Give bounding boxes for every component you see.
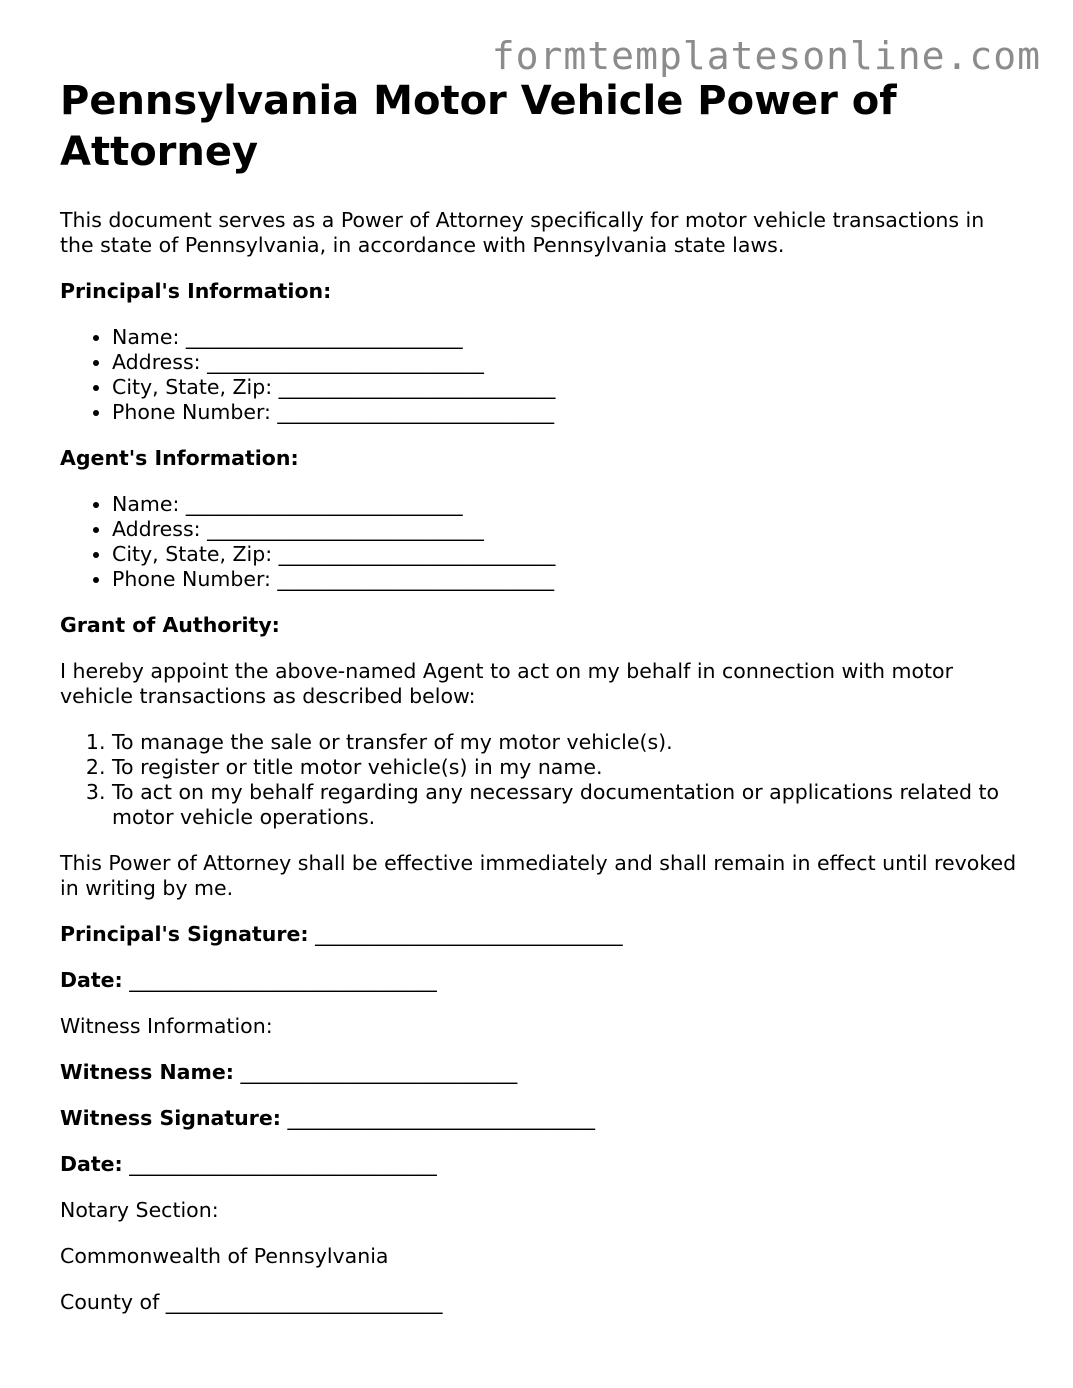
witness-signature-blank: ______________________________: [287, 1106, 596, 1130]
notary-county-line: County of ___________________________: [60, 1290, 443, 1314]
principal-address-field: • Address: ___________________________: [112, 350, 1020, 375]
agent-city-state-zip-field: • City, State, Zip: ___________________________: [112, 542, 1020, 567]
principal-date-line: [60, 968, 1020, 993]
witness-name-label: Witness Name:: [60, 1060, 234, 1084]
principal-city-state-zip-field: • City, State, Zip: ___________________________: [112, 375, 1020, 400]
grant-item: 3. To act on my behalf regarding any necessary documentation or applications related to motor vehicle operations.: [112, 780, 1020, 830]
watermark: formtemplatesonline.com: [491, 34, 1041, 78]
principal-date-label: Date:: [60, 968, 123, 992]
principal-fields-list: [60, 325, 1020, 425]
principal-signature-blank: ______________________________: [315, 922, 623, 946]
notary-heading: Notary Section:: [60, 1198, 219, 1222]
agent-address-field: • Address: ___________________________: [112, 517, 1020, 542]
document-page: [60, 76, 1020, 1315]
witness-name-blank: ___________________________: [240, 1060, 518, 1084]
grant-authority-list: [60, 730, 1020, 830]
principal-signature-line: [60, 922, 1020, 947]
witness-name-line: [60, 1060, 1020, 1085]
page-title: Pennsylvania Motor Vehicle Power of Attorney: [60, 78, 897, 175]
witness-signature-line: [60, 1106, 1020, 1131]
witness-date-blank: ______________________________: [129, 1152, 437, 1176]
grant-heading: Grant of Authority:: [60, 613, 280, 637]
notary-commonwealth: Commonwealth of Pennsylvania: [60, 1244, 389, 1268]
witness-signature-label: Witness Signature:: [60, 1106, 281, 1130]
witness-date-line: [60, 1152, 1020, 1177]
grant-item: 2. To register or title motor vehicle(s) in my name.: [112, 755, 1020, 780]
principal-date-blank: ______________________________: [129, 968, 437, 992]
witness-date-label: Date:: [60, 1152, 123, 1176]
intro-paragraph: This document serves as a Power of Attorney specifically for motor vehicle transactions in the state of Pennsylvania, in accordance with Pennsylvania state laws.: [60, 208, 985, 257]
principal-signature-label: Principal's Signature:: [60, 922, 309, 946]
agent-fields-list: [60, 492, 1020, 592]
witness-heading: Witness Information:: [60, 1014, 273, 1038]
agent-heading: Agent's Information:: [60, 446, 299, 470]
effective-paragraph: This Power of Attorney shall be effective immediately and shall remain in effect until revoked in writing by me.: [60, 851, 1017, 900]
agent-name-field: • Name: ___________________________: [112, 492, 1020, 517]
grant-item: 1. To manage the sale or transfer of my motor vehicle(s).: [112, 730, 1020, 755]
agent-phone-field: • Phone Number: ___________________________: [112, 567, 1020, 592]
grant-paragraph: I hereby appoint the above-named Agent to act on my behalf in connection with motor vehicle transactions as described below:: [60, 659, 954, 708]
principal-phone-field: • Phone Number: ___________________________: [112, 400, 1020, 425]
principal-name-field: • Name: ___________________________: [112, 325, 1020, 350]
principal-heading: Principal's Information:: [60, 279, 332, 303]
